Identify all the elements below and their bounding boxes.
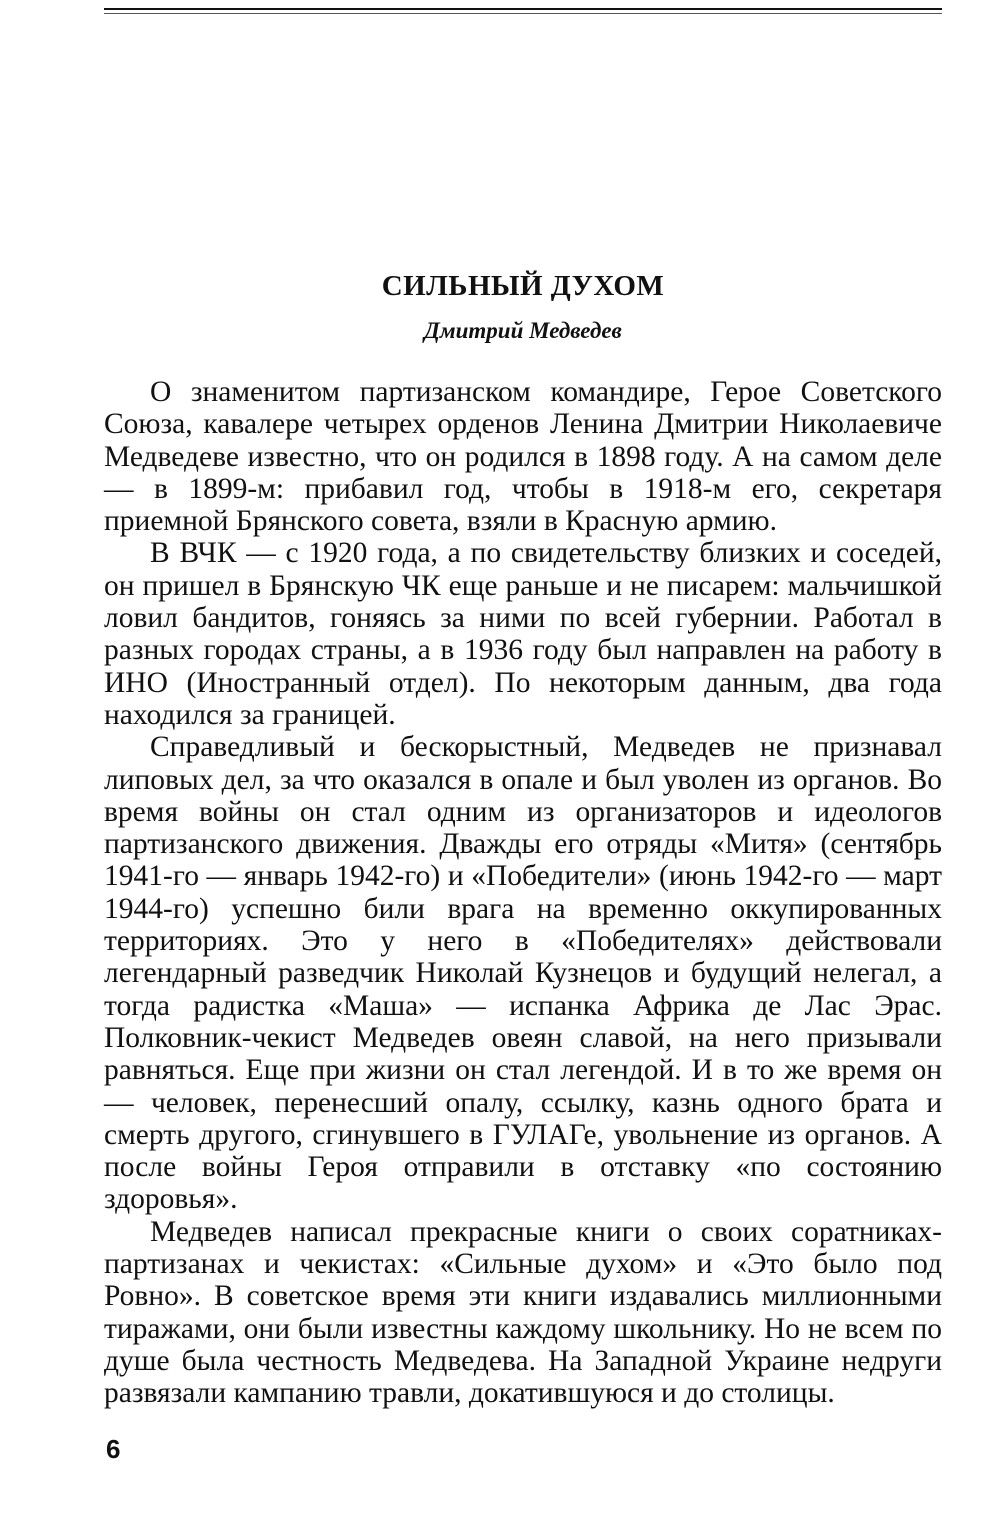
chapter-title: СИЛЬНЫЙ ДУХОМ	[381, 270, 665, 302]
page-number: 6	[106, 1434, 121, 1464]
top-rule-secondary	[104, 13, 942, 14]
paragraph: О знаменитом партизанском командире, Герое Советского Союза, кавалере четырех орденов Ленина Дмитрии Николаевиче Медведеве известно, что он родился в 1898 году. А на самом деле — в 1899-м: прибавил год, чтобы в 1918-м его, секретаря приемной Брянского совета, взяли в Красную армию.	[104, 376, 942, 538]
top-rule	[104, 8, 942, 10]
body-text	[104, 376, 942, 1410]
chapter-author: Дмитрий Медведев	[424, 318, 622, 343]
paragraph: Справедливый и бескорыстный, Медведев не признавал липовых дел, за что оказался в опале и был уволен из органов. Во время войны он стал одним из организаторов и идеологов партизанского движения. Дважды его отряды «Митя» (сентябрь 1941-го — январь 1942-го) и «Победители» (июнь 1942-го — март 1944-го) успешно били врага на временно оккупированных территориях. Это у него в «Победителях» действовали легендарный разведчик Николай Кузнецов и будущий нелегал, а тогда радистка «Маша» — испанка Африка де Лас Эрас. Полковник-чекист Медведев овеян славой, на него призывали равняться. Еще при жизни он стал легендой. И в то же время он — человек, перенесший опалу, ссылку, казнь одного брата и смерть другого, сгинувшего в ГУЛАГе, увольнение из органов. А после войны Героя отправили в отставку «по состоянию здоровья».	[104, 731, 942, 1216]
paragraph: Медведев написал прекрасные книги о своих соратниках-партизанах и чекистах: «Сильные духом» и «Это было под Ровно». В советское время эти книги издавались миллионными тиражами, они были известны каждому школьнику. Но не всем по душе была честность Медведева. На Западной Украине недруги развязали кампанию травли, докатившуюся и до столицы.	[104, 1215, 942, 1410]
paragraph: В ВЧК — с 1920 года, а по свидетельству близких и соседей, он пришел в Брянскую ЧК еще раньше и не писарем: мальчишкой ловил бандитов, гоняясь за ними по всей губернии. Работал в разных городах страны, а в 1936 году был направлен на работу в ИНО (Иностранный отдел). По некоторым данным, два года находился за границей.	[104, 537, 942, 731]
